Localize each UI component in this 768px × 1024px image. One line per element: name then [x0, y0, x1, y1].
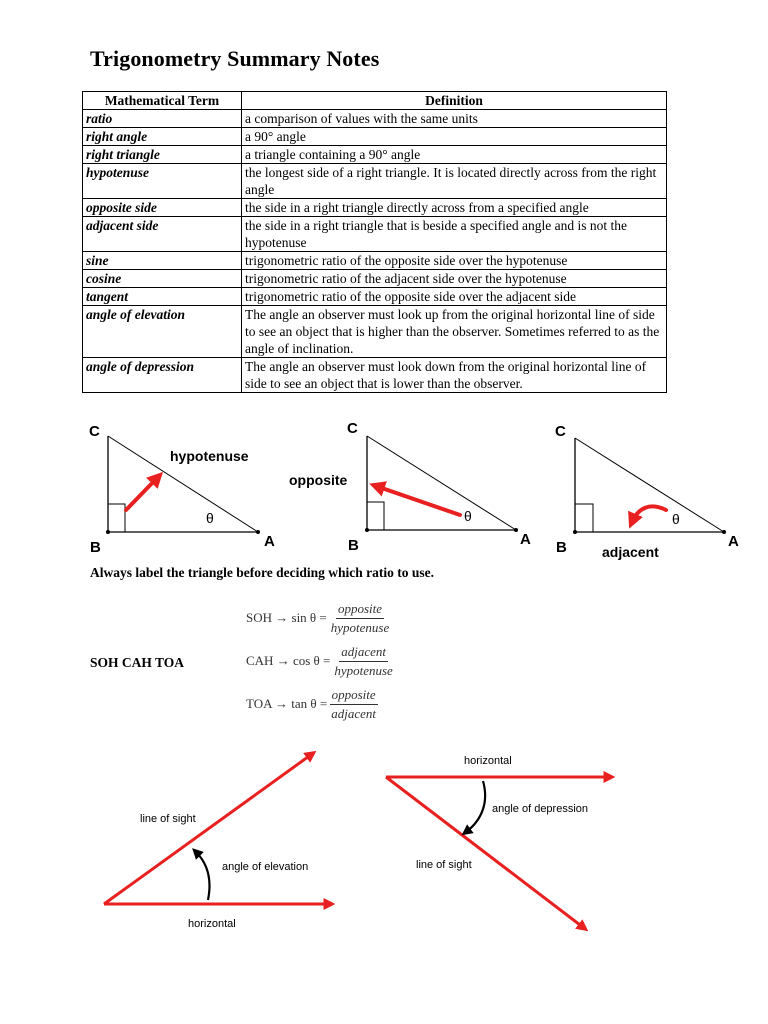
fraction-denominator: hypotenuse: [334, 662, 393, 678]
vertex-b-label: B: [348, 537, 359, 554]
formula-sine: [246, 598, 391, 638]
line-of-sight-label: line of sight: [416, 859, 472, 871]
formula-lhs: TOA → tan θ =: [246, 696, 328, 711]
definition-cell: a comparison of values with the same units: [242, 110, 667, 128]
table-row: [83, 358, 667, 393]
mnemonic-label: SOH CAH TOA: [90, 655, 185, 670]
definition-cell: a 90° angle: [242, 128, 667, 146]
table-header-row: [83, 92, 667, 110]
label-tip: Always label the triangle before deciding which ratio to use.: [90, 565, 434, 580]
definition-cell: the longest side of a right triangle. It is located directly across from the right angle: [242, 164, 667, 199]
table-row: [83, 288, 667, 306]
formula-lhs: SOH → sin θ =: [246, 610, 327, 625]
vertex-a-label: A: [264, 533, 275, 550]
definition-cell: The angle an observer must look down from the original horizontal line of side to see an object that is lower than the observer.: [242, 358, 667, 393]
formula-cosine: [246, 641, 395, 681]
definition-cell: trigonometric ratio of the opposite side over the hypotenuse: [242, 252, 667, 270]
table-row: [83, 164, 667, 199]
arrow-icon: [126, 477, 158, 510]
vertex-a-label: A: [520, 531, 531, 548]
opposite-label: opposite: [289, 472, 348, 488]
definition-cell: a triangle containing a 90° angle: [242, 146, 667, 164]
fraction: [329, 601, 391, 636]
definition-cell: trigonometric ratio of the adjacent side over the hypotenuse: [242, 270, 667, 288]
definition-cell: The angle an observer must look up from the original horizontal line of side to see an object that is higher than the observer. Sometimes referred to as the angle of inclination.: [242, 306, 667, 358]
formula-tangent: [246, 684, 378, 724]
curved-arrow-icon: [632, 506, 666, 522]
term-cell: right angle: [83, 128, 242, 146]
term-cell: hypotenuse: [83, 164, 242, 199]
table-row: [83, 306, 667, 358]
header-definition: Definition: [242, 92, 667, 110]
triangle-hypotenuse: [89, 423, 275, 556]
table-row: [83, 199, 667, 217]
page-title: Trigonometry Summary Notes: [90, 46, 380, 71]
fraction: [332, 644, 394, 679]
terms-table: [82, 91, 667, 393]
fraction-denominator: adjacent: [331, 705, 376, 721]
vertex-c-label: C: [89, 423, 100, 440]
definition-cell: the side in a right triangle directly across from a specified angle: [242, 199, 667, 217]
table-row: [83, 128, 667, 146]
table-row: [83, 110, 667, 128]
line-of-sight-label: line of sight: [140, 813, 196, 825]
fraction-denominator: hypotenuse: [330, 619, 390, 635]
term-cell: sine: [83, 252, 242, 270]
triangle-opposite: [289, 420, 531, 554]
term-cell: angle of depression: [83, 358, 242, 393]
vertex-c-label: C: [347, 420, 358, 437]
angle-of-depression-label: angle of depression: [492, 803, 589, 815]
definition-cell: the side in a right triangle that is beside a specified angle and is not the hypotenuse: [242, 217, 667, 252]
term-cell: tangent: [83, 288, 242, 306]
fraction-numerator: opposite: [336, 601, 384, 619]
term-cell: opposite side: [83, 199, 242, 217]
formula-lhs: CAH → cos θ =: [246, 653, 331, 668]
adjacent-label: adjacent: [602, 544, 659, 560]
angle-arrow-icon: [196, 852, 210, 900]
hypotenuse-label: hypotenuse: [170, 448, 249, 464]
table-row: [83, 217, 667, 252]
term-cell: angle of elevation: [83, 306, 242, 358]
horizontal-label: horizontal: [188, 918, 236, 930]
vertex-b-label: B: [90, 539, 101, 556]
triangle-adjacent: [555, 423, 739, 560]
term-cell: ratio: [83, 110, 242, 128]
vertex-b-label: B: [556, 539, 567, 556]
theta-label: θ: [206, 510, 214, 526]
term-cell: cosine: [83, 270, 242, 288]
triangle-diagrams: [0, 412, 768, 562]
table-row: [83, 146, 667, 164]
fraction-numerator: adjacent: [339, 644, 388, 662]
angle-arrow-icon: [466, 781, 485, 832]
horizontal-label: horizontal: [464, 755, 512, 767]
angle-of-elevation-label: angle of elevation: [222, 861, 309, 873]
angle-of-depression-diagram: [386, 755, 610, 928]
theta-label: θ: [464, 508, 472, 524]
elevation-depression-diagrams: [0, 740, 768, 940]
term-cell: right triangle: [83, 146, 242, 164]
theta-label: θ: [672, 511, 680, 527]
definition-cell: trigonometric ratio of the opposite side over the adjacent side: [242, 288, 667, 306]
table-row: [83, 252, 667, 270]
arrow-icon: [376, 486, 460, 515]
fraction-numerator: opposite: [330, 687, 378, 705]
header-term: Mathematical Term: [83, 92, 242, 110]
term-cell: adjacent side: [83, 217, 242, 252]
table-row: [83, 270, 667, 288]
fraction: [329, 687, 378, 722]
line-of-sight-arrow-icon: [104, 754, 312, 904]
angle-of-elevation-diagram: [104, 754, 330, 930]
vertex-a-label: A: [728, 533, 739, 550]
vertex-c-label: C: [555, 423, 566, 440]
